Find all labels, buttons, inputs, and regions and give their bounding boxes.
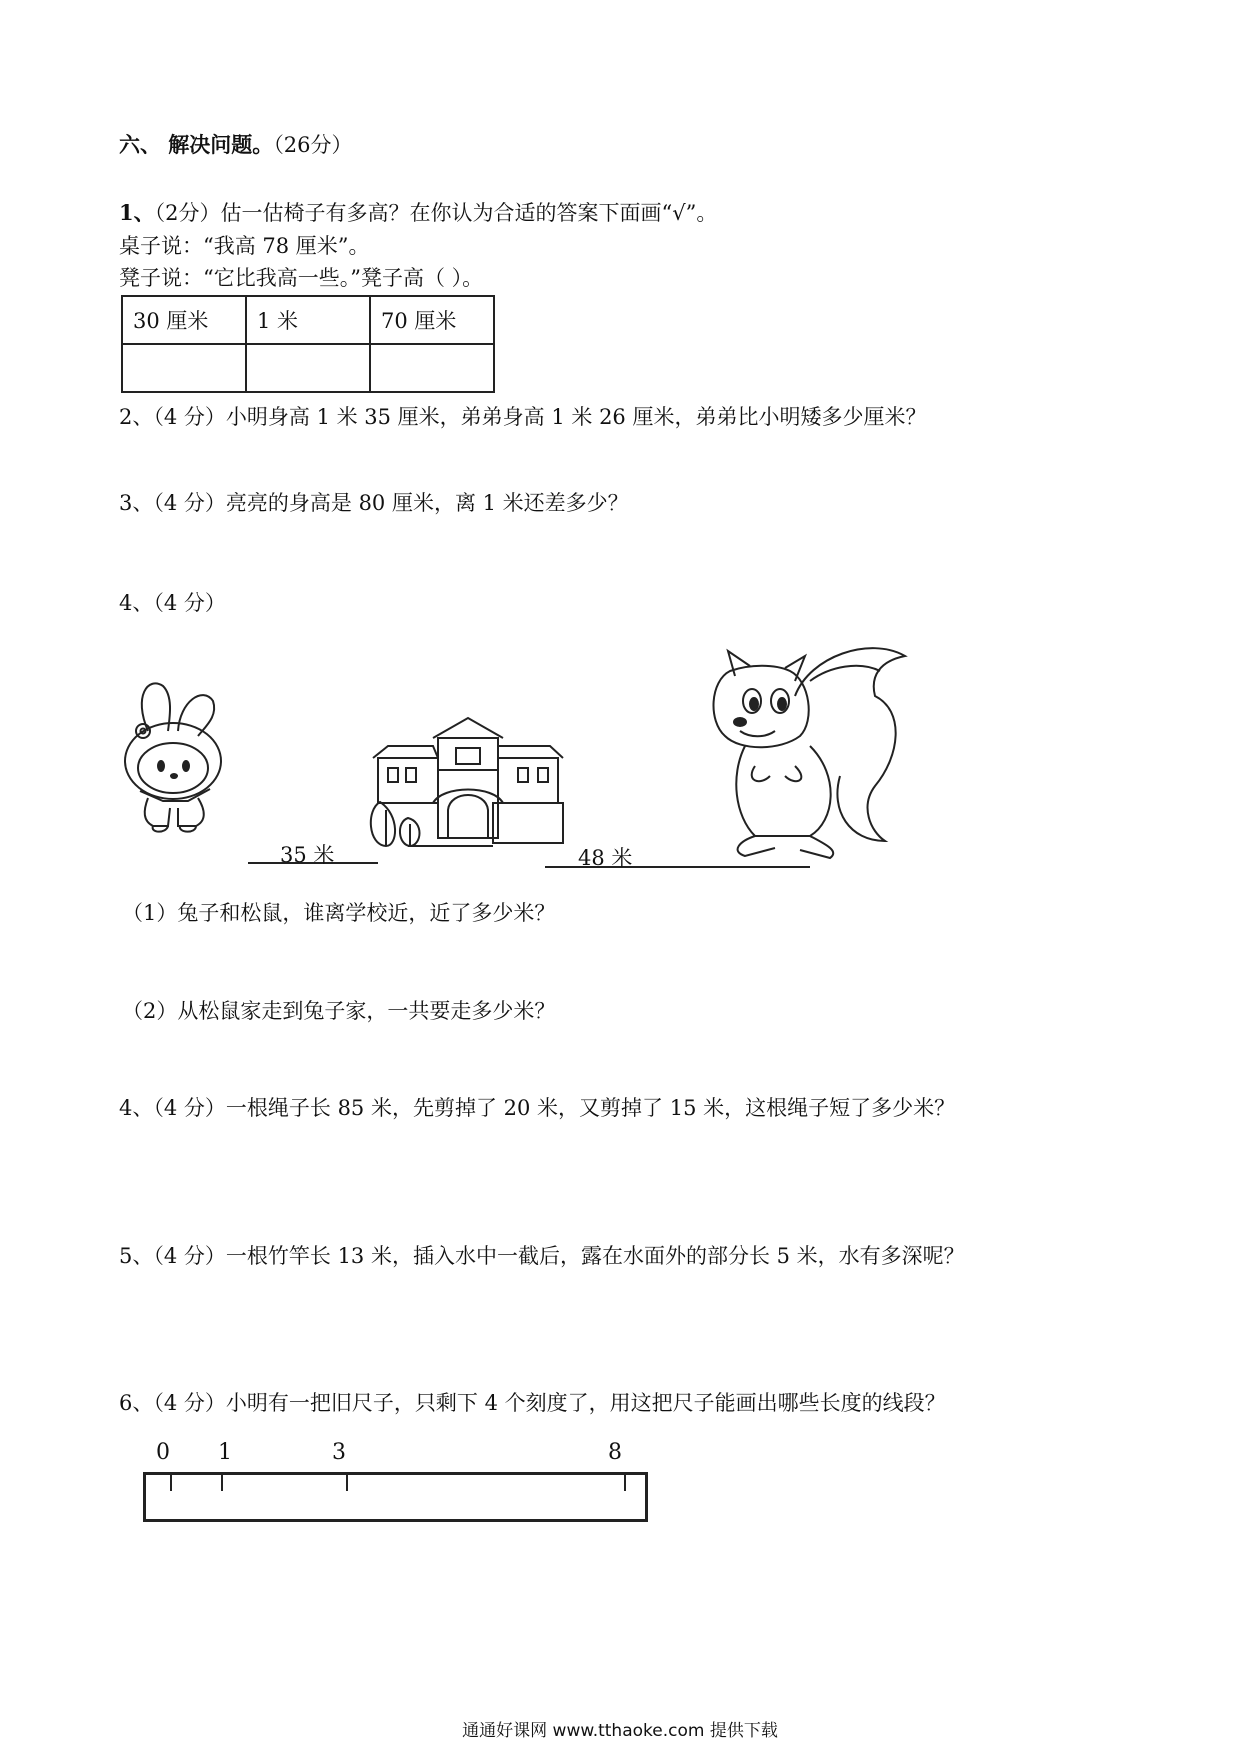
q4-sub2: （2）从松鼠家走到兔子家，一共要走多少米？	[122, 999, 556, 1023]
q1-answer-cell[interactable]	[370, 344, 494, 392]
q1-option: 1 米	[246, 296, 370, 344]
section-heading	[119, 132, 353, 158]
q6-text: 6、（4 分）小明有一把旧尺子，只剩下 4 个刻度了，用这把尺子能画出哪些长度的线段？	[119, 1391, 946, 1415]
q1-answer-table	[121, 295, 495, 393]
ruler-label-1: 1	[218, 1440, 232, 1465]
q1-line2: 凳子说：“它比我高一些。”凳子高（ ）。	[119, 266, 484, 290]
q1-line1: 桌子说：“我高 78 厘米”。	[119, 234, 370, 258]
q4b-text: 4、（4 分）一根绳子长 85 米，先剪掉了 20 米，又剪掉了 15 米，这根绳子短了多少米？	[119, 1096, 956, 1120]
school-icon	[368, 710, 578, 850]
q5-text: 5、（4 分）一根竹竿长 13 米，插入水中一截后，露在水面外的部分长 5 米，水有多深呢？	[119, 1244, 965, 1268]
q3-text: 3、（4 分）亮亮的身高是 80 厘米，离 1 米还差多少？	[119, 491, 629, 515]
ruler-label-0: 0	[156, 1440, 170, 1465]
q1-answer-cell[interactable]	[246, 344, 370, 392]
distance-label-left: 35 米	[280, 843, 335, 867]
q1-title	[119, 200, 717, 226]
q1-answer-row	[122, 344, 494, 392]
distance-label-right: 48 米	[578, 846, 633, 870]
q4-sub1: （1）兔子和松鼠，谁离学校近，近了多少米？	[122, 901, 556, 925]
q1-options-row	[122, 296, 494, 344]
ruler-tick	[170, 1475, 172, 1491]
ruler-tick	[221, 1475, 223, 1491]
ruler-tick	[346, 1475, 348, 1491]
footer: 通通好课网 www.tthaoke.com 提供下载	[462, 1721, 778, 1741]
section-score: （26分）	[273, 133, 353, 157]
q1-answer-cell[interactable]	[122, 344, 246, 392]
ruler-label-8: 8	[608, 1440, 622, 1465]
q1-title-text: （2分）估一估椅子有多高？在你认为合适的答案下面画“√”。	[154, 201, 718, 225]
ruler-tick	[624, 1475, 626, 1491]
ruler	[143, 1472, 648, 1522]
section-title: 六、 解决问题。	[119, 132, 274, 157]
q4-title: 4、（4 分）	[119, 591, 226, 615]
q1-option: 70 厘米	[370, 296, 494, 344]
q1-option: 30 厘米	[122, 296, 246, 344]
q1-number: 1、	[119, 200, 155, 225]
rabbit-icon	[118, 676, 243, 836]
ruler-label-3: 3	[332, 1440, 346, 1465]
squirrel-icon	[700, 636, 915, 866]
q2-text: 2、（4 分）小明身高 1 米 35 厘米，弟弟身高 1 米 26 厘米，弟弟比小明矮多少厘米？	[119, 405, 927, 429]
